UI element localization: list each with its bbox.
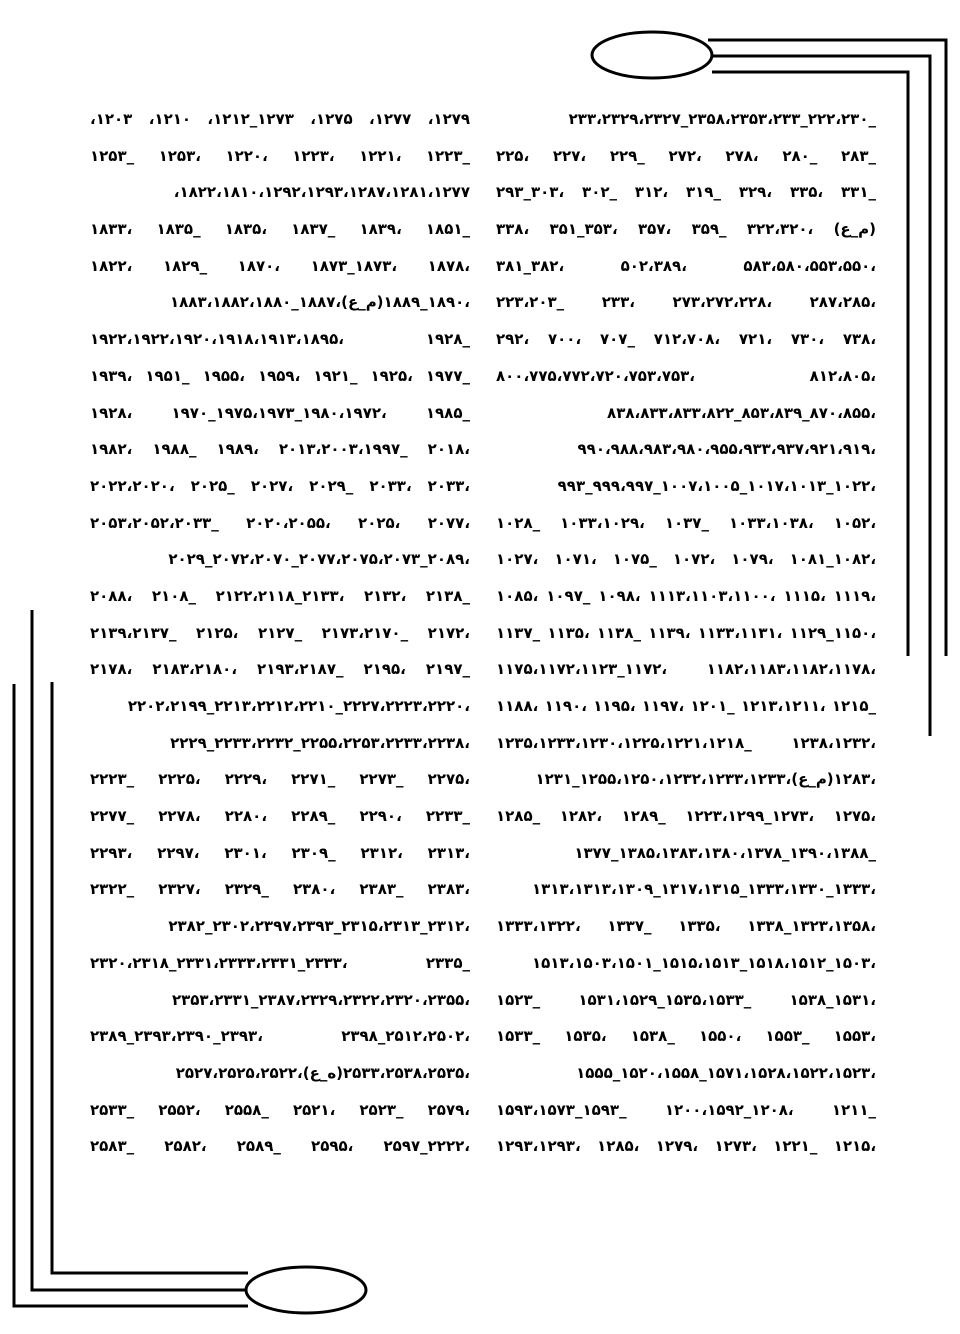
text-line: ،۲۳۸۳ _۲۳۸۳ ،۲۳۸۰ _۲۳۲۹ ،۲۳۲۷ _۲۳۲۲ (90, 880, 470, 899)
text-line: ،۱۲۱۵ _۱۲۲۱ ،۱۲۷۳ ،۱۲۷۹ ،۱۲۸۵ ،۱۲۹۳،۱۲۹۳ (496, 1137, 876, 1156)
text-line: ،۱۱۸۲،۱۱۸۳،۱۱۸۲،۱۱۷۸ ،۱۱۷۲_۱۱۷۵،۱۱۷۲،۱۱۲۳ (496, 660, 876, 679)
text-line: ،۲۳۸۷،۲۳۲۹،۲۳۲۲،۲۳۲۰،۲۳۵۵_۲۳۵۳،۲۳۳۱ (171, 990, 470, 1009)
bottom-ornament-oval (246, 1267, 366, 1313)
text-line: ،۲۵۳۳،۲۵۳۸،۲۵۳۵(ه_ع)،۲۵۲۷،۲۵۲۵،۲۵۲۲ (175, 1063, 470, 1082)
text-line: ،۱۵۰۳_۱۵۱۸،۱۵۱۲_۱۵۱۵،۱۵۱۳_۱۵۱۳،۱۵۰۳،۱۵۰۱ (532, 953, 876, 972)
text-line: ،۱۸۷۸ ،۱۸۷۳_۱۸۷۳ ،۱۸۷۰ _۱۸۲۹ ،۱۸۲۲ (90, 256, 470, 275)
text-line: ،۲۰۳۳ ،۲۰۳۳ _۲۰۲۹ ،۲۰۲۷ _۲۰۲۵ ،۲۰۲۲،۲۰۲۰ (90, 476, 470, 495)
text-line: _۱۹۲۸ ،۱۹۲۲،۱۹۲۲،۱۹۲۰،۱۹۱۸،۱۹۱۳،۱۸۹۵ (90, 330, 470, 349)
text-line: ،۲۳۱۳ ،۲۳۱۲ _۲۳۰۹ ،۲۳۰۱ ،۲۲۹۷ ،۲۲۹۳ (90, 843, 470, 862)
text-line: _۲۸۳ _۲۸۰ ،۲۷۸ ،۲۷۲ _۲۲۹ ،۲۲۷ ،۲۲۵ (496, 146, 876, 165)
text-line: ،۹۹۰،۹۸۸،۹۸۳،۹۸۰،۹۵۵،۹۳۳،۹۳۷،۹۲۱،۹۱۹ (577, 440, 876, 459)
text-line: _۲۳۳۵ ،۲۳۳۳_۲۳۳۱،۲۳۳۳،۲۳۳۱_۲۳۲۰،۲۳۱۸ (90, 953, 470, 972)
top-ornament-oval (592, 32, 712, 78)
text-line: _۱۹۸۵ ،۱۹۸۰،۱۹۷۲_۱۹۷۵،۱۹۷۳_۱۹۷۰ ،۱۹۲۸ (90, 403, 470, 422)
text-line: ،۱۲۷۵ ،۱۲۷۳_۱۲۲۳،۱۲۹۹ _۱۲۸۹ ،۱۲۸۲ _۱۲۸۵ (496, 807, 876, 826)
text-line: _۲۲۳۳ ،۲۲۹۰ _۲۲۸۹ ،۲۲۸۰ ،۲۲۷۸ _۲۲۷۷ (90, 807, 470, 826)
text-line: ،۸۷۰،۸۵۵_۸۵۳،۸۳۹_۸۳۸،۸۳۳،۸۳۳،۸۲۲ (607, 403, 876, 422)
text-line: _۲۲۲،۲۳۰_۲۳۵۸،۲۳۵۳،۲۳۳_۲۳۳،۲۳۲۹،۲۳۲۷ (568, 110, 876, 128)
text-line: ،۱۲۸۳(م_ع)،۱۲۵۵،۱۲۵۰،۱۲۳۲،۱۲۳۳،۱۲۳۳_۱۲۳۱ (535, 770, 876, 789)
text-line: ۱۲۷۹، ۱۲۷۷، ۱۲۷۵، ۱۲۷۳_۱۲۱۲، ۱۲۱۰، ۱۲۰۳، (90, 110, 470, 128)
text-line: ،۱۵۵۳ _۱۵۵۳ ،۱۵۵۰ _۱۵۳۸ ،۱۵۳۵ _۱۵۳۳ (496, 1027, 876, 1046)
text-line: ،۱۵۷۱،۱۵۲۸،۱۵۲۲،۱۵۲۳_۱۵۲۰،۱۵۵۸_۱۵۵۵ (576, 1063, 876, 1082)
text-line: ،۱۱۵۰_۱۱۲۹ ،۱۱۳۳،۱۱۳۱ ،۱۱۳۹ _۱۱۳۸ ،۱۱۳۵ _۱۱۳۷ (496, 623, 876, 642)
text-line: ،۱۰۸۲_۱۰۸۱ ،۱۰۷۹ ،۱۰۷۲ _۱۰۷۵ ،۱۰۷۱ ،۱۰۲۷ (496, 550, 876, 569)
text-line: _۲۱۹۷ ،۲۱۹۵ _۲۱۹۳،۲۱۸۷ ،۲۱۸۳،۲۱۸۰ ،۲۱۷۸ (90, 660, 470, 679)
text-line: ،۱۳۳۳_۱۳۳۳،۱۳۳۰_۱۳۱۷،۱۳۱۵_۱۳۱۳،۱۳۱۳،۱۳۰۹ (532, 880, 876, 899)
text-line: ،۲۵۱۲،۲۵۰۲_۲۳۹۸ ،۲۳۹۳_۲۳۹۳،۲۳۹۰_۲۳۸۹ (90, 1027, 470, 1046)
text-line: ،۱۸۹۰_۱۸۸۹(م_ع)،۱۸۸۷_۱۸۸۳،۱۸۸۲،۱۸۸۰ (170, 293, 470, 312)
text-line: ،۵۸۳،۵۸۰،۵۵۳،۵۵۰ ،۵۰۲،۳۸۹ ،۳۸۲_۳۸۱ (496, 256, 876, 275)
text-line: ،۲۲۷۵ _۲۲۷۳ _۲۲۷۱ ،۲۲۲۹ ،۲۲۲۵ _۲۲۲۳ (90, 770, 470, 789)
text-line: ،۲۳۱۲_۲۳۱۵،۲۳۱۳_۲۳۰۲،۲۳۹۷،۲۳۹۳_۲۳۸۲ (168, 917, 470, 936)
text-line: (م_ع) ،۳۲۲،۳۲۰ _۳۵۹ ،۳۵۷ ،۳۵۳_۳۵۱ ،۳۳۸ (496, 220, 876, 239)
text-line: _۱۲۱۵ ،۱۲۱۳،۱۲۱۱ _۱۲۰۱ ،۱۱۹۷ ،۱۱۹۵ ،۱۱۹۰ ،۱۱۸۸ (496, 697, 876, 715)
text-line: _۱۲۲۳ ،۱۲۲۱ ،۱۲۲۳ ،۱۲۲۰ ،۱۲۵۳ _۱۲۵۳ (90, 146, 470, 165)
text-line: ،۲۲۲۷،۲۲۲۳،۲۲۲۰_۲۲۱۳،۲۲۱۲،۲۲۱۰_۲۲۰۲،۲۱۹۹ (127, 697, 470, 715)
text-line: ،۲۲۲۲_۲۵۹۷ ،۲۵۹۵ _۲۵۸۹ ،۲۵۸۲ _۲۵۸۳ (90, 1137, 470, 1156)
right-text-column (496, 101, 876, 1165)
text-line: ،۸۱۲،۸۰۵ ،۸۰۰،۷۷۵،۷۷۲،۷۲۰،۷۵۳،۷۵۳ (496, 366, 876, 385)
text-line: ،۲۸۷،۲۸۵ ،۲۷۳،۲۷۲،۲۲۸ ،۲۳۳ _۲۲۳،۲۰۳ (496, 293, 876, 312)
text-line: ،۲۱۷۲ _۲۱۷۳،۲۱۷۰ _۲۱۲۷ ،۲۱۲۵ _۲۱۳۹،۲۱۳۷ (90, 623, 470, 642)
text-line: ،۲۵۷۹ _۲۵۲۳ ،۲۵۲۱ _۲۵۵۸ ،۲۵۵۲ _۲۵۳۳ (90, 1100, 470, 1119)
text-line: ،۲۰۱۸ _۲۰۱۳،۲۰۰۳،۱۹۹۷ ،۱۹۸۹ _۱۹۸۸ ،۱۹۸۲ (90, 440, 470, 459)
text-line: ،۱۰۵۲ ،۱۰۳۳،۱۰۳۸ _۱۰۳۷ ،۱۰۳۳،۱۰۲۹ _۱۰۲۸ (496, 513, 876, 532)
text-line: _۱۳۹۰،۱۳۸۸_۱۳۸۵،۱۳۸۳،۱۳۸۰،۱۳۷۸_۱۳۷۷ (574, 843, 876, 862)
text-line: _۲۱۳۸ ،۲۱۳۲ ،۲۱۳۳_۲۱۲۲،۲۱۱۸ _۲۱۰۸ ،۲۰۸۸ (90, 586, 470, 605)
text-line: ،۱۵۳۱_۱۵۳۸ _۱۵۳۵،۱۵۳۳_۱۵۳۱،۱۵۲۹ _۱۵۲۳ (496, 990, 876, 1009)
text-line: ،۱۰۲۲_۱۰۱۷،۱۰۱۳_۱۰۰۷،۱۰۰۵_۹۹۹،۹۹۷_۹۹۳ (557, 476, 876, 495)
text-line: ،۱۲۳۸،۱۲۳۲ _۱۲۳۵،۱۲۳۳،۱۲۳۰،۱۲۲۵،۱۲۲۱،۱۲۱۸ (496, 733, 876, 752)
left-text-column (90, 101, 470, 1165)
text-line: ،۷۳۸ ،۷۳۰ ،۷۲۱ ،۷۱۲،۷۰۸ _۷۰۷ ،۷۰۰ ،۲۹۲ (496, 330, 876, 349)
text-line: ،۱۱۱۹ ،۱۱۱۵ ،۱۱۱۳،۱۱۰۳،۱۱۰۰ ،۱۰۹۸ _۱۰۹۷ ،۱۰۸۵ (496, 586, 876, 605)
text-line: ،۲۰۸۹_۲۰۷۷،۲۰۷۵،۲۰۷۳_۲۰۷۲،۲۰۷۰_۲۰۲۹ (168, 550, 470, 569)
text-line: ،۲۲۵۵،۲۲۵۳،۲۲۳۳،۲۲۳۸_۲۲۳۳،۲۲۳۲_۲۲۲۹ (170, 733, 470, 752)
text-line: _۱۸۵۱ ،۱۸۳۹ _۱۸۳۷ ،۱۸۳۵ _۱۸۳۵ ،۱۸۳۳ (90, 220, 470, 239)
text-line: ،۲۰۷۷ ،۲۰۲۵ ،۲۰۲۰،۲۰۵۵ _۲۰۵۳،۲۰۵۲،۲۰۳۳ (90, 513, 470, 532)
text-line: ،۱۳۲۳،۱۳۵۸_۱۳۳۸ ،۱۳۳۵ _۱۳۳۷ ،۱۳۳۳،۱۳۲۲ (496, 917, 876, 936)
text-line: _۱۲۱۱ ،۱۲۰۸_۱۲۰۰،۱۵۹۲ _۱۵۹۳_۱۵۹۳،۱۵۷۳ (496, 1100, 876, 1119)
text-line: _۱۹۷۷ ،۱۹۲۵ _۱۹۲۱ ،۱۹۵۹ ،۱۹۵۵ _۱۹۵۱ ،۱۹۳۹ (90, 366, 470, 385)
text-line: _۳۳۱ ،۳۳۵ ،۳۲۹ _۳۱۹ ،۳۱۲ _۳۰۲ ،۳۰۳_۲۹۳ (496, 183, 876, 202)
text-line: ۱۸۲۲،۱۸۱۰،۱۲۹۲،۱۲۹۳،۱۲۸۷،۱۲۸۱،۱۲۷۷، (173, 183, 470, 202)
